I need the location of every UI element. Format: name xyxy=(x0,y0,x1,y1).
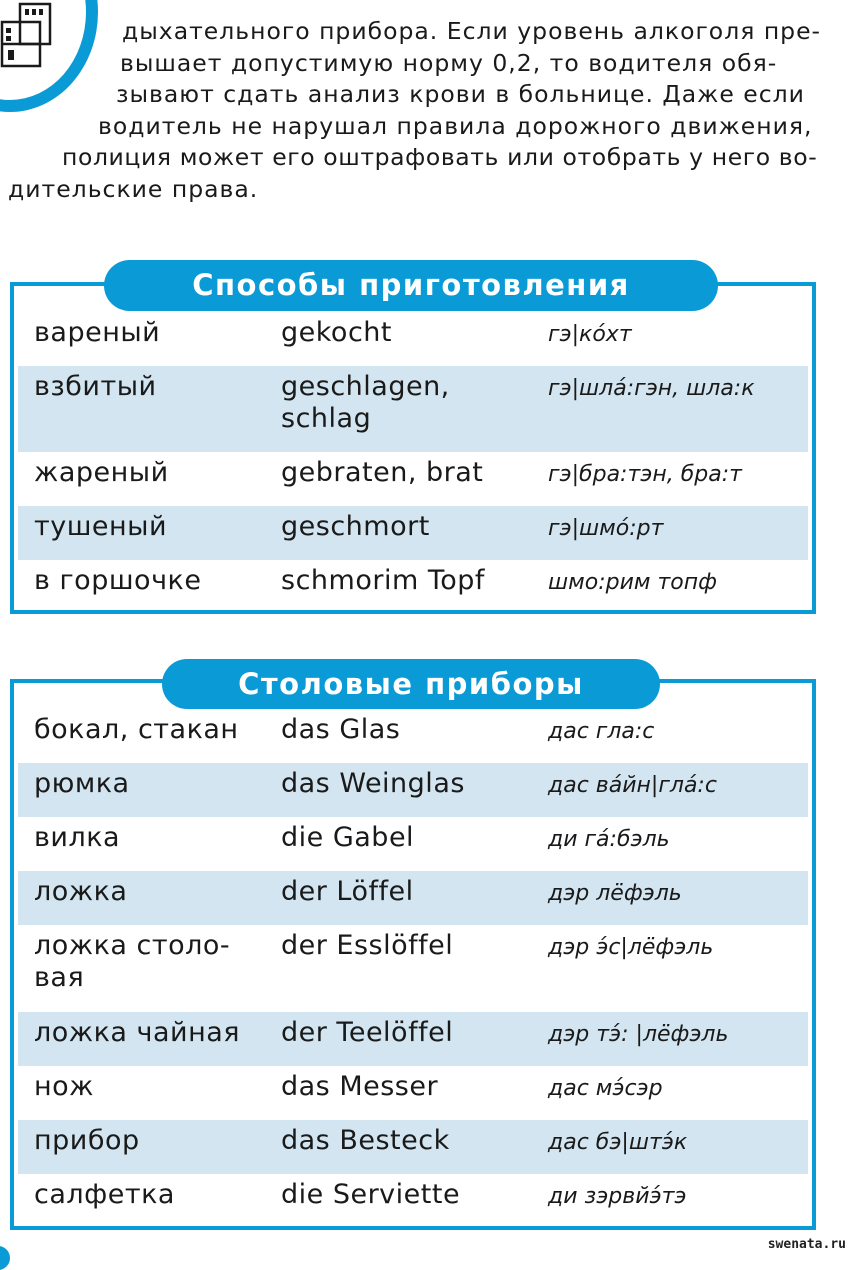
russian-word: вареный xyxy=(34,317,161,348)
paragraph-line: дительские права. xyxy=(8,174,259,203)
table-row xyxy=(18,312,808,366)
paragraph-line: вышает допустимую норму 0,2, то водителя обя- xyxy=(120,48,778,77)
german-word: das Glas xyxy=(281,714,401,745)
pronunciation: дас мэ́сэр xyxy=(548,1076,663,1101)
german-word: das Weinglas xyxy=(281,768,465,799)
russian-word: жареный xyxy=(34,457,169,488)
german-word: das Messer xyxy=(281,1071,439,1102)
german-word: geschlagen, schlag xyxy=(281,371,450,434)
pronunciation: гэ|бра:тэн, бра:т xyxy=(548,462,742,487)
intro-paragraph xyxy=(8,16,822,205)
paragraph-line: зывают сдать анализ крови в больнице. Даже если xyxy=(116,80,805,108)
pronunciation: дас ва́йн|гла́:с xyxy=(548,773,717,798)
german-word: die Serviette xyxy=(281,1179,461,1210)
pronunciation: гэ|шла́:гэн, шла:к xyxy=(548,376,755,401)
cutlery-table xyxy=(10,679,816,1230)
pronunciation: дас гла:с xyxy=(548,719,655,744)
corner-decoration-dot xyxy=(0,1246,10,1270)
german-word: die Gabel xyxy=(281,822,415,853)
table-row xyxy=(18,871,808,925)
pronunciation: дэр тэ́: |лёфэль xyxy=(548,1022,729,1047)
table-row xyxy=(18,452,808,506)
paragraph-line: дыхательного прибора. Если уровень алкоголя пре- xyxy=(122,17,822,45)
table-row xyxy=(18,709,808,763)
german-word: der Teelöffel xyxy=(281,1017,454,1048)
table-row xyxy=(18,817,808,871)
russian-word: салфетка xyxy=(34,1179,175,1210)
pronunciation: дэр э́с|лёфэль xyxy=(548,935,714,960)
russian-word: ложка столо- вая xyxy=(34,930,231,993)
german-word: das Besteck xyxy=(281,1125,450,1156)
cutlery-title: Столовые приборы xyxy=(162,659,660,709)
pronunciation: ди зэрвйэ́тэ xyxy=(548,1184,687,1209)
german-word: der Löffel xyxy=(281,876,414,907)
russian-word: ложка xyxy=(34,876,128,907)
russian-word: взбитый xyxy=(34,371,157,402)
table-row xyxy=(18,560,808,614)
paragraph-line: водитель не нарушал правила дорожного движения, xyxy=(98,111,813,140)
table-row xyxy=(18,1120,808,1174)
paragraph-line: полиция может его оштрафовать или отобрать у него во- xyxy=(62,143,818,171)
pronunciation: дэр лёфэль xyxy=(548,881,682,906)
russian-word: ложка чайная xyxy=(34,1017,241,1048)
table-row xyxy=(18,506,808,560)
russian-word: тушеный xyxy=(34,511,168,542)
german-word: schmorim Topf xyxy=(281,565,485,596)
pronunciation: ди га́:бэль xyxy=(548,827,670,852)
table-row xyxy=(18,763,808,817)
table-row xyxy=(18,1174,808,1228)
german-word: geschmort xyxy=(281,511,430,542)
german-word: der Esslöffel xyxy=(281,930,454,961)
russian-word: нож xyxy=(34,1071,94,1102)
pronunciation: дас бэ|штэ́к xyxy=(548,1130,688,1155)
table-row xyxy=(18,1012,808,1066)
russian-word: бокал, стакан xyxy=(34,714,239,745)
table-row xyxy=(18,1066,808,1120)
cooking-methods-table xyxy=(10,282,816,614)
russian-word: прибор xyxy=(34,1125,140,1156)
german-word: gebraten, brat xyxy=(281,457,484,488)
cooking-methods-title: Способы приготовления xyxy=(104,260,718,311)
table-row xyxy=(18,366,808,452)
watermark: swenata.ru xyxy=(767,1237,846,1252)
pronunciation: гэ|шмо́:рт xyxy=(548,516,664,541)
russian-word: вилка xyxy=(34,822,121,853)
russian-word: в горшочке xyxy=(34,565,202,596)
pronunciation: гэ|ко́хт xyxy=(548,322,632,347)
russian-word: рюмка xyxy=(34,768,130,799)
table-row xyxy=(18,925,808,1012)
pronunciation: шмо:рим топф xyxy=(548,570,717,595)
german-word: gekocht xyxy=(281,317,392,348)
